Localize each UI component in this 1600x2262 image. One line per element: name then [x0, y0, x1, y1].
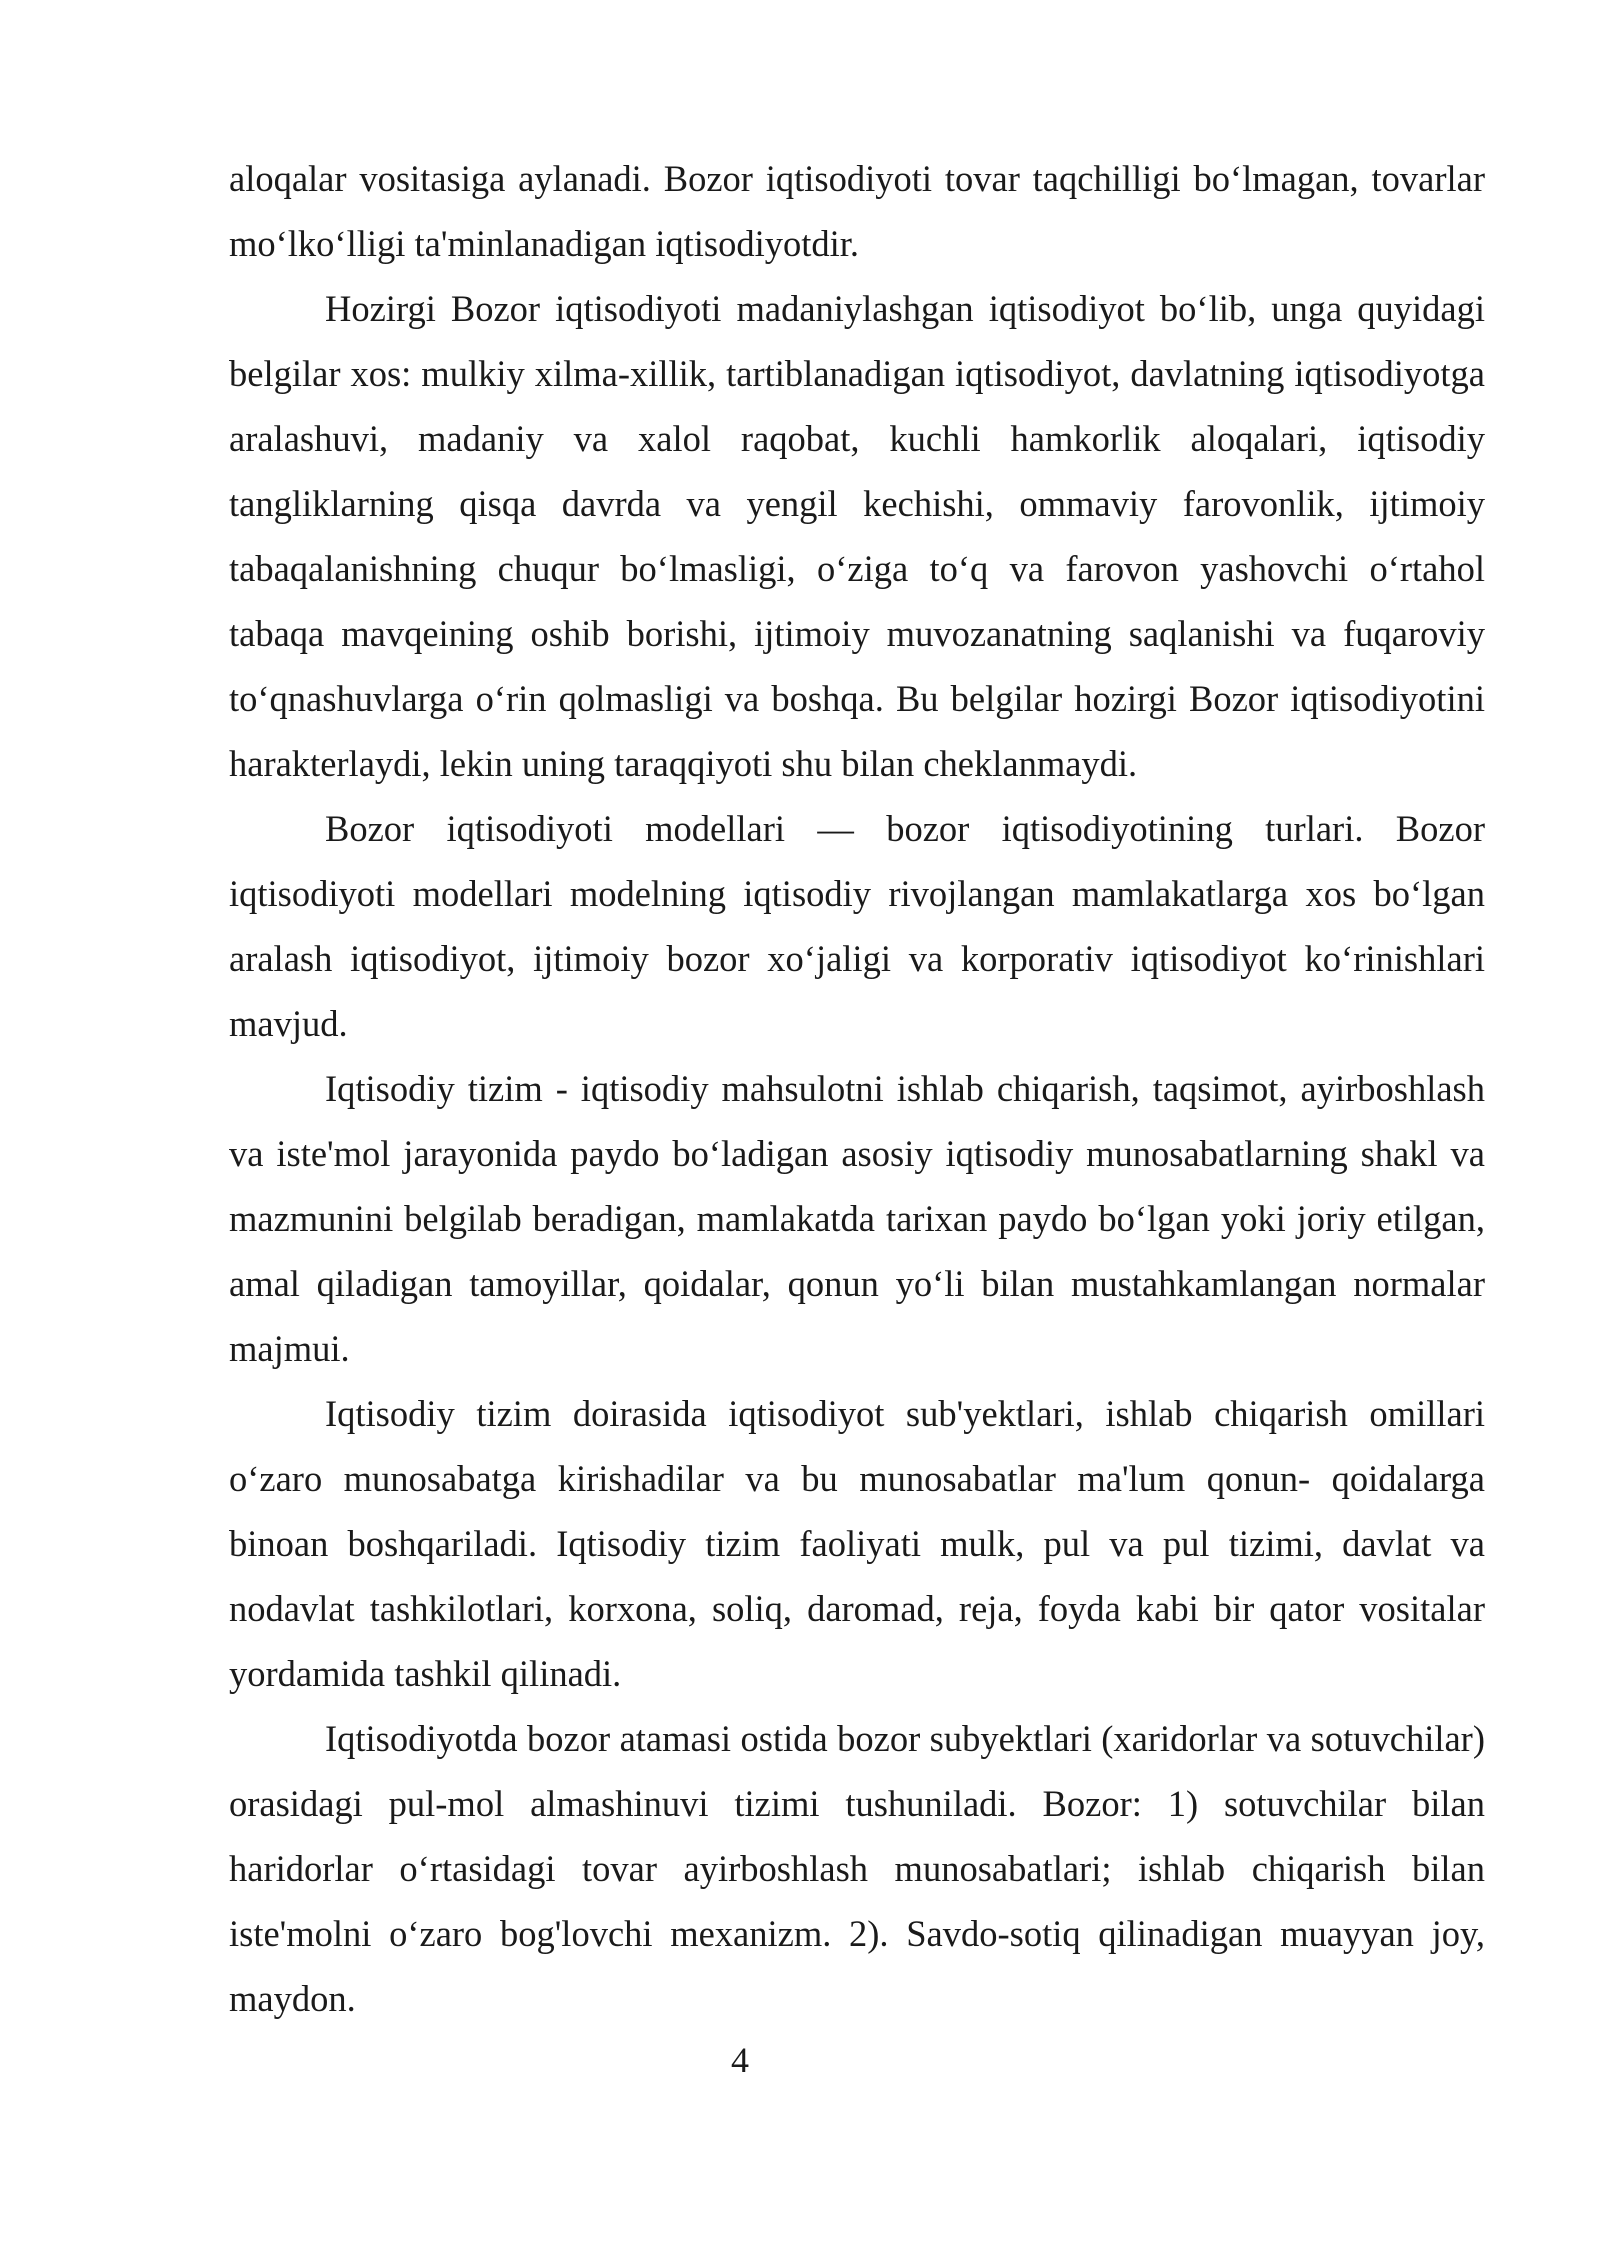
paragraph: Hozirgi Bozor iqtisodiyoti madaniylashgan iqtisodiyot bo‘lib, unga quyidagi belgilar xos: mulkiy xilma-xillik, tartiblanadigan iqtisodiyot, davlatning iqtisodiyotga aralashuvi, madaniy va xalol raqobat, kuchli hamkorlik aloqalari, iqtisodiy tangliklarning qisqa davrda va yengil kechishi, ommaviy farovonlik, ijtimoiy tabaqalanishning chuqur bo‘lmasligi, o‘ziga to‘q va farovon yashovchi o‘rtahol tabaqa mavqeining oshib borishi, ijtimoiy muvozanatning saqlanishi va fuqaroviy to‘qnashuvlarga o‘rin qolmasligi va boshqa. Bu belgilar hozirgi Bozor iqtisodiyotini harakterlaydi, lekin uning taraqqiyoti shu bilan cheklanmaydi.	[229, 288, 1485, 784]
paragraph: Iqtisodiy tizim doirasida iqtisodiyot sub'yektlari, ishlab chiqarish omillari o‘zaro munosabatga kirishadilar va bu munosabatlar ma'lum qonun- qoidalarga binoan boshqariladi. Iqtisodiy tizim faoliyati mulk, pul va pul tizimi, davlat va nodavlat tashkilotlari, korxona, soliq, daromad, reja, foyda kabi bir qator vositalar yordamida tashkil qilinadi.	[229, 1393, 1485, 1694]
paragraph: Iqtisodiy tizim - iqtisodiy mahsulotni ishlab chiqarish, taqsimot, ayirboshlash va iste'mol jarayonida paydo bo‘ladigan asosiy iqtisodiy munosabatlarning shakl va mazmunini belgilab beradigan, mamlakatda tarixan paydo bo‘lgan yoki joriy etilgan, amal qiladigan tamoyillar, qoidalar, qonun yo‘li bilan mustahkamlangan normalar majmui.	[229, 1068, 1485, 1369]
paragraph: aloqalar vositasiga aylanadi. Bozor iqtisodiyoti tovar taqchilligi bo‘lmagan, tovarlar mo‘lko‘lligi ta'minlanadigan iqtisodiyotdir.	[229, 158, 1485, 264]
page-number-row	[112, 2038, 1600, 2082]
body-text	[229, 146, 1485, 2031]
paragraph: Bozor iqtisodiyoti modellari — bozor iqtisodiyotining turlari. Bozor iqtisodiyoti modellari modelning iqtisodiy rivojlangan mamlakatlarga xos bo‘lgan aralash iqtisodiyot, ijtimoiy bozor xo‘jaligi va korporativ iqtisodiyot ko‘rinishlari mavjud.	[229, 808, 1485, 1044]
page-number: 4	[731, 2040, 749, 2080]
paragraph: Iqtisodiyotda bozor atamasi ostida bozor subyektlari (xaridorlar va sotuvchilar) orasidagi pul-mol almashinuvi tizimi tushuniladi. Bozor: 1) sotuvchilar bilan haridorlar o‘rtasidagi tovar ayirboshlash munosabatlari; ishlab chiqarish bilan iste'molni o‘zaro bog'lovchi mexanizm. 2). Savdo-sotiq qilinadigan muayyan joy, maydon.	[229, 1718, 1485, 2019]
